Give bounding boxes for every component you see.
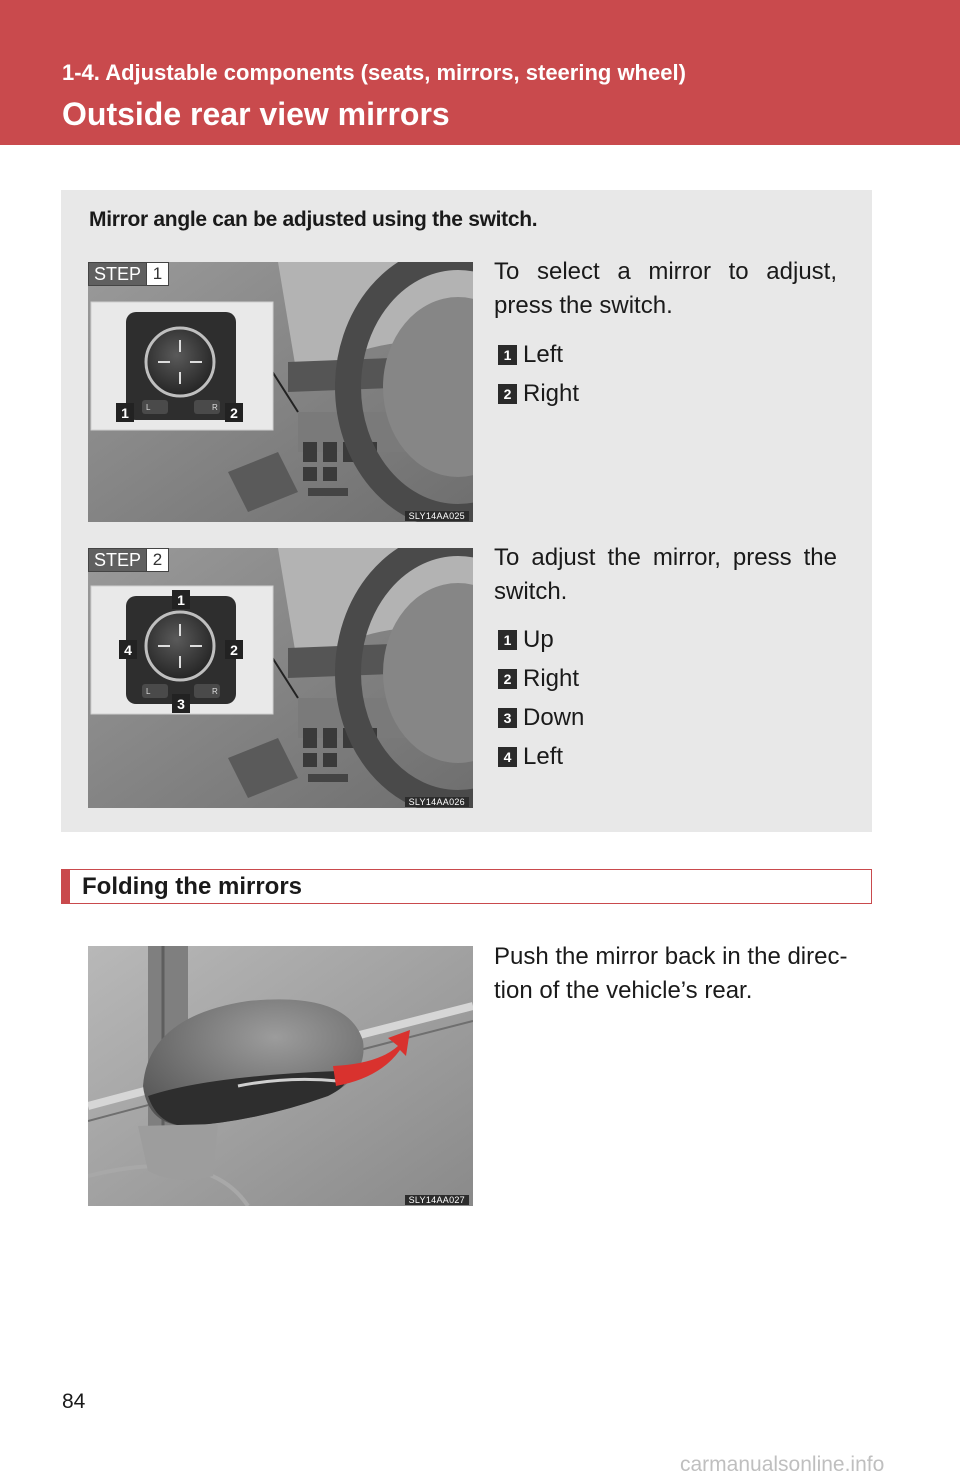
callout-1: 1 — [121, 405, 129, 421]
image-code: SLY14AA027 — [405, 1195, 469, 1205]
step-2-badge: STEP 2 — [88, 548, 169, 572]
number-box: 3 — [498, 708, 517, 728]
callout-up: 1 — [177, 592, 185, 608]
page-number: 84 — [62, 1390, 86, 1413]
step-2-text: To adjust the mirror, press the switch. — [494, 544, 837, 605]
page-title: Outside rear view mirrors — [62, 96, 450, 132]
folding-heading-text: Folding the mirrors — [82, 873, 303, 900]
section-title: 1-4. Adjustable components (seats, mirrors, steering wheel) — [62, 60, 686, 85]
list-item — [498, 659, 584, 698]
number-box: 1 — [498, 345, 517, 365]
switch-label-right: R — [212, 403, 218, 412]
switch-label-right: R — [212, 687, 218, 696]
callout-2: 2 — [230, 405, 238, 421]
panel-intro: Mirror angle can be adjusted using the switch. — [89, 208, 538, 231]
image-code: SLY14AA026 — [405, 797, 469, 807]
list-item-label: Right — [523, 664, 580, 692]
step-1-dashboard-illustration — [88, 262, 473, 522]
step-1-badge: STEP 1 — [88, 262, 169, 286]
step-2-list — [498, 620, 584, 776]
number-box: 2 — [498, 669, 517, 689]
watermark: carmanualsonline.info — [680, 1453, 885, 1476]
folding-mirror-illustration — [88, 946, 473, 1206]
switch-label-left: L — [146, 687, 151, 696]
list-item-label: Right — [523, 379, 580, 407]
image-code: SLY14AA025 — [405, 511, 469, 521]
list-item — [498, 374, 579, 413]
callout-down: 3 — [177, 696, 185, 712]
folding-text: Push the mirror back in the direc-tion of the vehicle’s rear. — [494, 943, 848, 1004]
list-item — [498, 737, 584, 776]
list-item-label: Left — [523, 340, 564, 368]
callout-left: 4 — [124, 642, 132, 658]
number-box: 1 — [498, 630, 517, 650]
number-box: 2 — [498, 384, 517, 404]
list-item — [498, 335, 579, 374]
list-item-label: Up — [523, 625, 554, 653]
switch-label-left: L — [146, 403, 151, 412]
number-box: 4 — [498, 747, 517, 767]
list-item — [498, 698, 584, 737]
step-1-list — [498, 335, 579, 413]
step-2-dashboard-illustration — [88, 548, 473, 808]
list-item — [498, 620, 584, 659]
chapter-header — [0, 0, 960, 145]
list-item-label: Down — [523, 703, 585, 731]
folding-heading — [61, 869, 872, 904]
list-item-label: Left — [523, 742, 564, 770]
step-1-text: To select a mirror to adjust, press the switch. — [494, 258, 837, 319]
callout-right: 2 — [230, 642, 238, 658]
